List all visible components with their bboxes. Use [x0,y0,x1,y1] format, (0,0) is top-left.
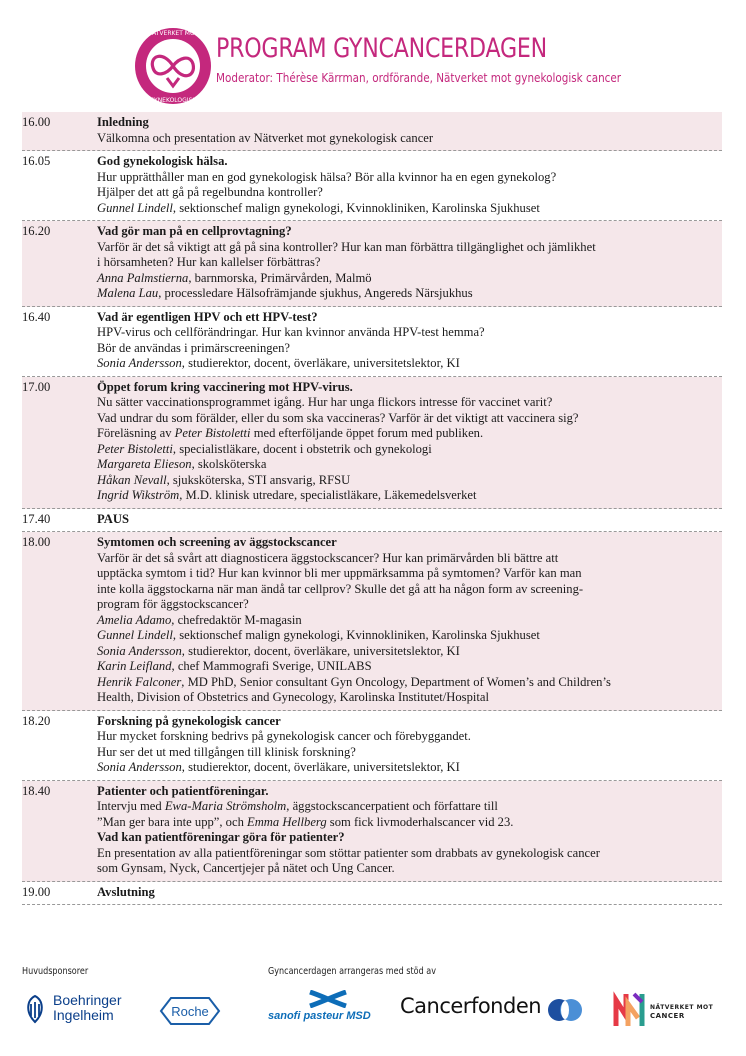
session-line [97,551,722,567]
session-subheading: Vad kan patientföreningar göra för patienter? [97,830,345,844]
session-title: Öppet forum kring vaccinering mot HPV-virus. [97,379,353,394]
session-title: God gynekologisk hälsa. [97,154,228,168]
speaker-name: Håkan Nevall [97,472,167,487]
line-text: Hur ser det ut med tillgången till klinisk forskning? [97,744,356,759]
session-title: Vad är egentligen HPV och ett HPV-test? [97,309,318,324]
line-text: , äggstockscancerpatient och författare till [286,799,498,813]
line-prefix: ”Man ger bara inte upp”, och [97,814,248,829]
sponsors-footer [22,966,722,1046]
speaker-name: Emma Hellberg [247,814,327,829]
cancerfonden-icon [546,998,584,1022]
line-text: Health, Division of Obstetrics and Gynecology, Karolinska Institutet/Hospital [97,690,489,704]
session-line [97,799,722,815]
session-title: Symtomen och screening av äggstockscancer [97,535,337,549]
session-time: 17.00 [22,379,51,394]
session-time: 17.40 [22,511,51,526]
session-title: Inledning [97,115,149,129]
program-row [22,151,722,221]
session-line [97,760,722,776]
line-text: , chefredaktör M-magasin [171,612,302,627]
session-line [97,325,722,341]
line-text: HPV-virus och cellförändringar. Hur kan kvinnor använda HPV-test hemma? [97,325,485,339]
speaker-name: Ingrid Wikström [97,488,180,502]
line-text: Varför är det så viktigt att gå på sina kontroller? Hur kan man förbättra tillgänglighet och jämlikhet [97,239,596,254]
session-content [97,784,722,877]
cancerfonden-text: Cancerfonden [400,994,542,1018]
sanofi-logo [268,988,388,1028]
session-line [97,745,722,761]
session-title: Vad gör man på en cellprovtagning? [97,224,292,238]
nmc-line1: NÄTVERKET MOT [650,1004,714,1011]
network-logo-icon [133,26,213,106]
svg-text:NÄTVERKET MOT: NÄTVERKET MOT [147,30,199,37]
session-line [97,861,722,877]
session-title: PAUS [97,511,129,526]
line-text: upptäcka symtom i tid? Hur kan kvinnor bli mer uppmärksamma på symtomen? Varför kan man [97,566,582,580]
session-line [97,729,722,745]
line-text: , MD PhD, Senior consultant Gyn Oncology, Department of Women’s and Children’s [181,674,611,689]
session-content [97,380,722,504]
line-text: Varför är det så svårt att diagnosticera äggstockscancer? Hur kan primärvården bli bättre att [97,550,559,565]
svg-text:GYNEKOLOGISK: GYNEKOLOGISK [149,97,197,104]
program-row [22,882,722,906]
program-row [22,307,722,377]
line-text: program för äggstockscancer? [97,597,249,611]
line-prefix: Föreläsning av [97,426,175,440]
natverket-mot-cancer-logo [612,990,722,1034]
moderator-line: Moderator: Thérèse Kärrman, ordförande, Nätverket mot gynekologisk cancer [216,70,622,85]
session-line [97,846,722,862]
line-text: som fick livmoderhalscancer vid 23. [326,814,514,829]
session-time: 16.05 [22,154,51,168]
session-line [97,830,722,846]
main-sponsors-label: Huvudsponsorer [22,966,89,977]
line-text: Hur mycket forskning bedrivs på gynekologisk cancer och förebyggandet. [97,729,471,743]
session-line [97,341,722,357]
sanofi-text: sanofi pasteur MSD [268,1010,371,1022]
session-content [97,310,722,372]
speaker-name: Peter Bistoletti [174,426,251,440]
line-text: , sjuksköterska, STI ansvarig, RFSU [166,472,351,487]
line-text: Hur upprätthåller man en god gynekologisk hälsa? Bör alla kvinnor ha en egen gynekolog? [97,169,557,184]
session-line [97,286,722,302]
line-text: , processledare Hälsofrämjande sjukhus, Angereds Närsjukhus [158,286,473,300]
session-title: Avslutning [97,884,155,899]
line-text: i hörsamheten? Hur kan kallelser förbättras? [97,255,321,269]
line-text: , barnmorska, Primärvården, Malmö [188,270,372,285]
session-line [97,473,722,489]
program-row [22,509,722,533]
line-text: , studierektor, docent, överläkare, universitetslektor, KI [181,760,460,774]
line-text: , sektionschef malign gynekologi, Kvinnokliniken, Karolinska Sjukhuset [172,200,540,215]
line-text: , M.D. klinisk utredare, specialistläkare, Läkemedelsverket [179,488,477,502]
session-line [97,411,722,427]
session-line [97,240,722,256]
session-line [97,255,722,271]
support-label: Gyncancerdagen arrangeras med stöd av [268,966,437,977]
session-content [97,224,722,302]
sanofi-icon [308,990,348,1008]
line-text: , sektionschef malign gynekologi, Kvinnokliniken, Karolinska Sjukhuset [172,628,540,642]
line-prefix: Intervju med [97,799,165,813]
session-line [97,131,722,147]
session-line [97,659,722,675]
speaker-name: Amelia Adamo [97,612,172,627]
session-time: 18.20 [22,713,51,728]
speaker-name: Henrik Falconer [97,674,182,689]
session-line [97,690,722,706]
speaker-name: Sonia Andersson [97,760,182,774]
session-content [97,714,722,776]
session-title: Patienter och patientföreningar. [97,783,269,798]
roche-logo [159,996,221,1026]
line-text: , specialistläkare, docent i obstetrik och gynekologi [172,441,432,456]
boehringer-icon [22,994,48,1024]
program-schedule [22,112,722,905]
line-text: Nu sätter vaccinationsprogrammet igång. Hur har unga flickors intresse för vaccinet varit? [97,395,553,409]
session-time: 16.20 [22,224,51,238]
session-line [97,356,722,372]
line-text: En presentation av alla patientföreningar som stöttar patienter som drabbats av gynekologisk cancer [97,845,600,860]
session-time: 18.40 [22,783,51,798]
session-line [97,815,722,831]
line-text: som Gynsam, Nyck, Cancertjejer på nätet och Ung Cancer. [97,861,395,875]
session-time: 16.40 [22,309,51,324]
program-row [22,221,722,307]
session-line [97,170,722,186]
session-line [97,613,722,629]
session-line [97,201,722,217]
session-line [97,488,722,504]
program-row [22,781,722,882]
boehringer-logo [22,990,152,1030]
session-line [97,582,722,598]
speaker-name: Gunnel Lindell [97,200,173,215]
speaker-name: Peter Bistoletti [97,441,173,456]
session-time: 16.00 [22,115,51,129]
session-content [97,885,722,901]
session-line [97,675,722,691]
speaker-name: Gunnel Lindell [97,628,173,642]
session-line [97,271,722,287]
line-text: , chef Mammografi Sverige, UNILABS [171,659,372,673]
session-line [97,426,722,442]
line-text: inte kolla äggstockarna när man ändå tar cellprov? Skulle det gå att ha någon form av screening- [97,581,584,596]
session-line [97,597,722,613]
nmc-line2: CANCER [650,1012,685,1020]
speaker-name: Anna Palmstierna [97,270,189,285]
page-header [133,26,723,106]
roche-text: Roche [171,1004,209,1019]
boehringer-line2: Ingelheim [53,1007,114,1023]
session-title: Forskning på gynekologisk cancer [97,713,281,728]
nmc-icon [612,990,648,1030]
speaker-name: Malena Lau [97,286,159,300]
session-time: 19.00 [22,884,51,899]
session-line [97,442,722,458]
session-content [97,115,722,146]
program-row [22,377,722,509]
boehringer-line1: Boehringer [53,992,122,1008]
line-text: Vad undrar du som förälder, eller du som ska vaccineras? Varför är det viktigt att vaccinera sig? [97,410,579,425]
line-text: , studierektor, docent, överläkare, universitetslektor, KI [181,356,460,370]
session-line [97,457,722,473]
session-line [97,395,722,411]
page-title: PROGRAM GYNCANCERDAGEN [216,33,547,64]
session-line [97,566,722,582]
program-row [22,532,722,711]
session-content [97,512,722,528]
session-content [97,154,722,216]
speaker-name: Margareta Elieson [97,457,192,471]
program-row [22,711,722,781]
line-text: med efterföljande öppet forum med publiken. [250,426,484,440]
session-time: 18.00 [22,535,51,549]
line-text: , studierektor, docent, överläkare, universitetslektor, KI [181,643,460,658]
speaker-name: Sonia Andersson [97,643,182,658]
session-content [97,535,722,706]
session-line [97,628,722,644]
session-line [97,185,722,201]
session-line [97,644,722,660]
line-text: Hjälper det att gå på regelbundna kontroller? [97,185,323,199]
program-row [22,112,722,151]
line-text: , skolsköterska [191,457,267,471]
speaker-name: Sonia Andersson [97,356,182,370]
speaker-name: Ewa-Maria Strömsholm [164,799,287,813]
line-text: Välkomna och presentation av Nätverket mot gynekologisk cancer [97,130,434,145]
speaker-name: Karin Leifland [97,659,172,673]
line-text: Bör de användas i primärscreeningen? [97,340,291,355]
